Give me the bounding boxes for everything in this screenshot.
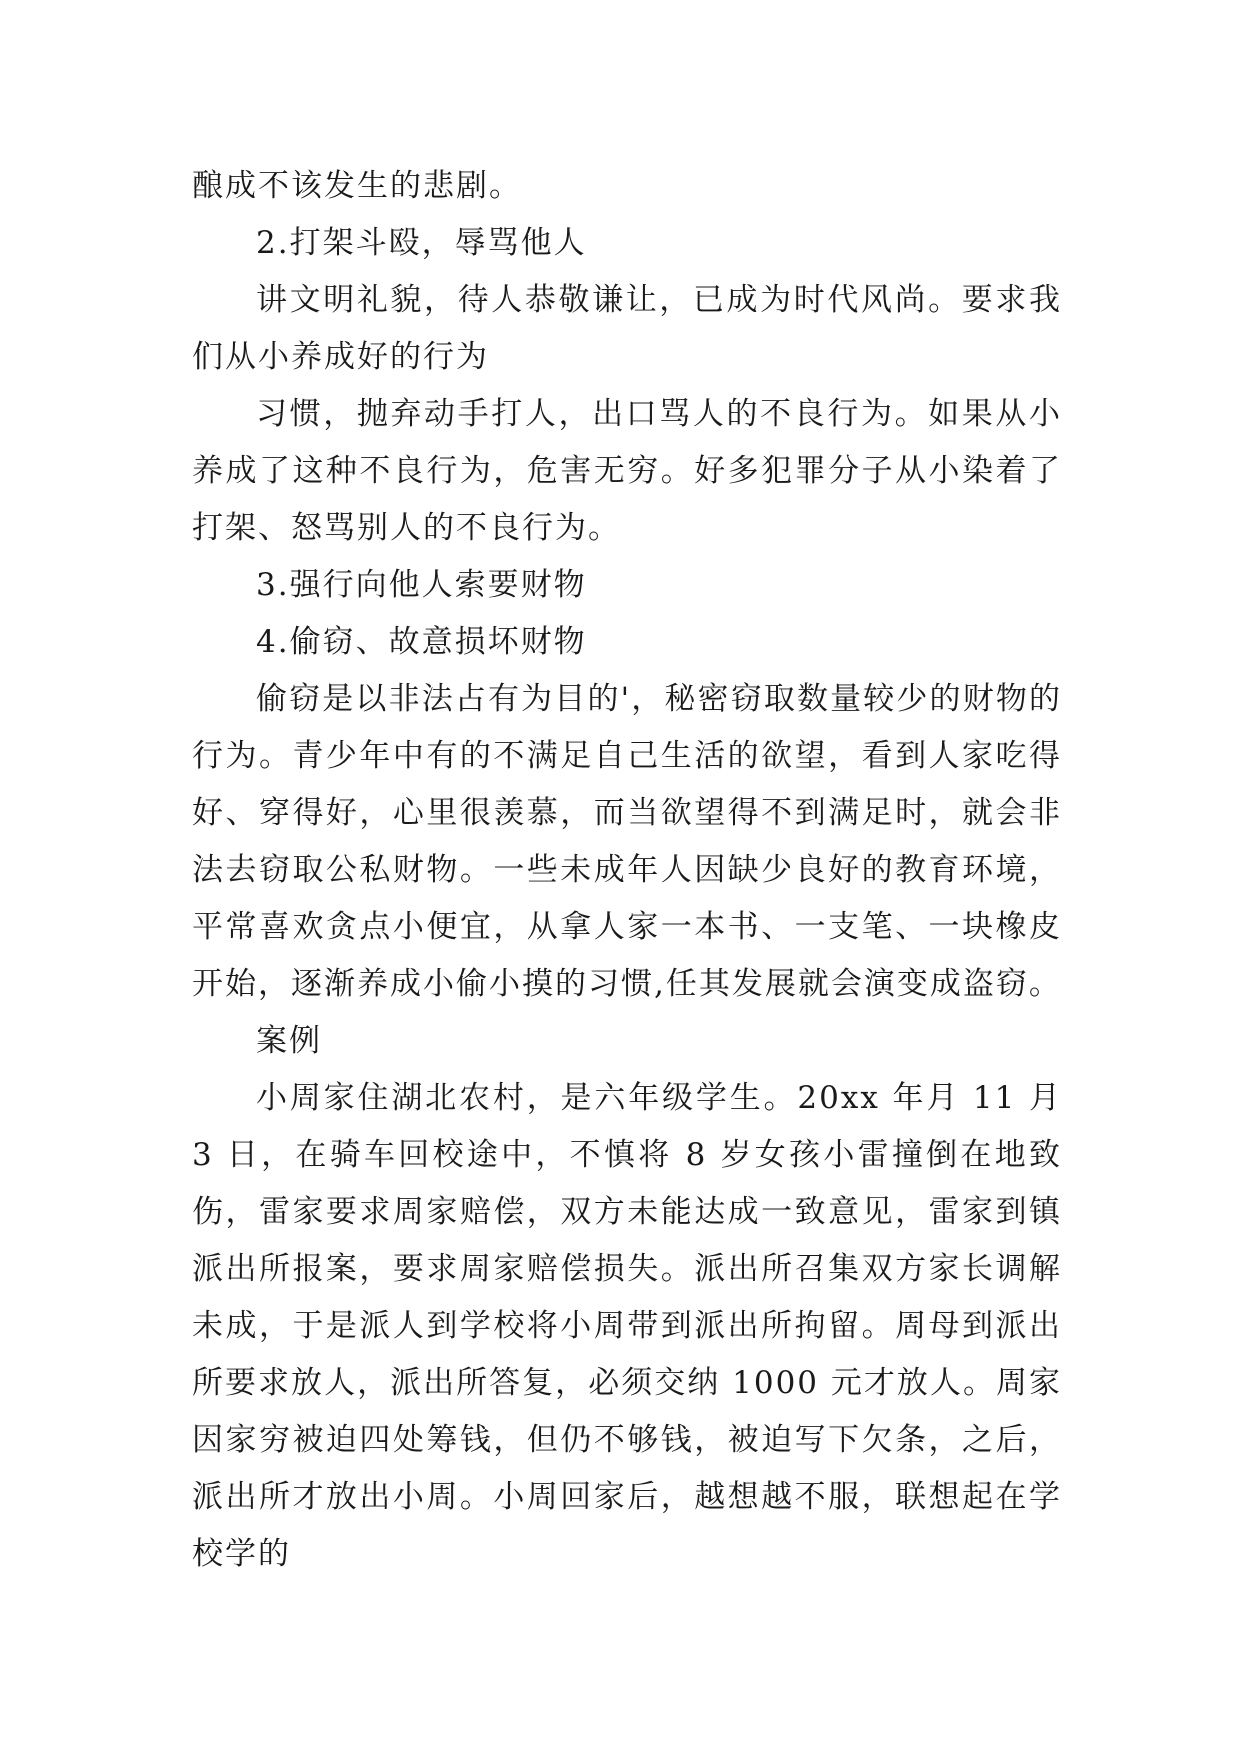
- paragraph-civility: 讲文明礼貌，待人恭敬谦让，已成为时代风尚。要求我们从小养成好的行为: [192, 282, 1062, 375]
- paragraph-1: 酿成不该发生的悲剧。: [192, 168, 522, 204]
- paragraph-theft: 偷窃是以非法占有为目的'，秘密窃取数量较少的财物的行为。青少年中有的不满足自己生活的欲望，看到人家吃得好、穿得好，心里很羡慕，而当欲望得不到满足时，就会非法去窃取公私财物。一些未成年人因缺少良好的教育环境，平常喜欢贪点小便宜，从拿人家一本书、一支笔、一块橡皮开始，逐渐养成小偷小摸的习惯,任其发展就会演变成盗窃。: [192, 681, 1062, 1002]
- heading-extortion: 3.强行向他人索要财物: [256, 567, 587, 603]
- heading-case: 案例: [256, 1023, 322, 1059]
- heading-fighting-insulting: 2.打架斗殴，辱骂他人: [256, 225, 587, 261]
- paragraph-habits: 习惯，抛弃动手打人，出口骂人的不良行为。如果从小养成了这种不良行为，危害无穷。好多犯罪分子从小染着了打架、怒骂别人的不良行为。: [192, 396, 1062, 546]
- paragraph-case-story: 小周家住湖北农村，是六年级学生。20xx 年月 11 月 3 日，在骑车回校途中，不慎将 8 岁女孩小雷撞倒在地致伤，雷家要求周家赔偿，双方未能达成一致意见，雷家到镇派出所报案，要求周家赔偿损失。派出所召集双方家长调解未成，于是派人到学校将小周带到派出所拘留。周母到派出所要求放人，派出所答复，必须交纳 1000 元才放人。周家因家穷被迫四处筹钱，但仍不够钱，被迫写下欠条，之后，派出所才放出小周。小周回家后，越想越不服，联想起在学校学的: [192, 1080, 1062, 1572]
- body-text: [192, 158, 1062, 1583]
- heading-theft-damage: 4.偷窃、故意损坏财物: [256, 624, 587, 660]
